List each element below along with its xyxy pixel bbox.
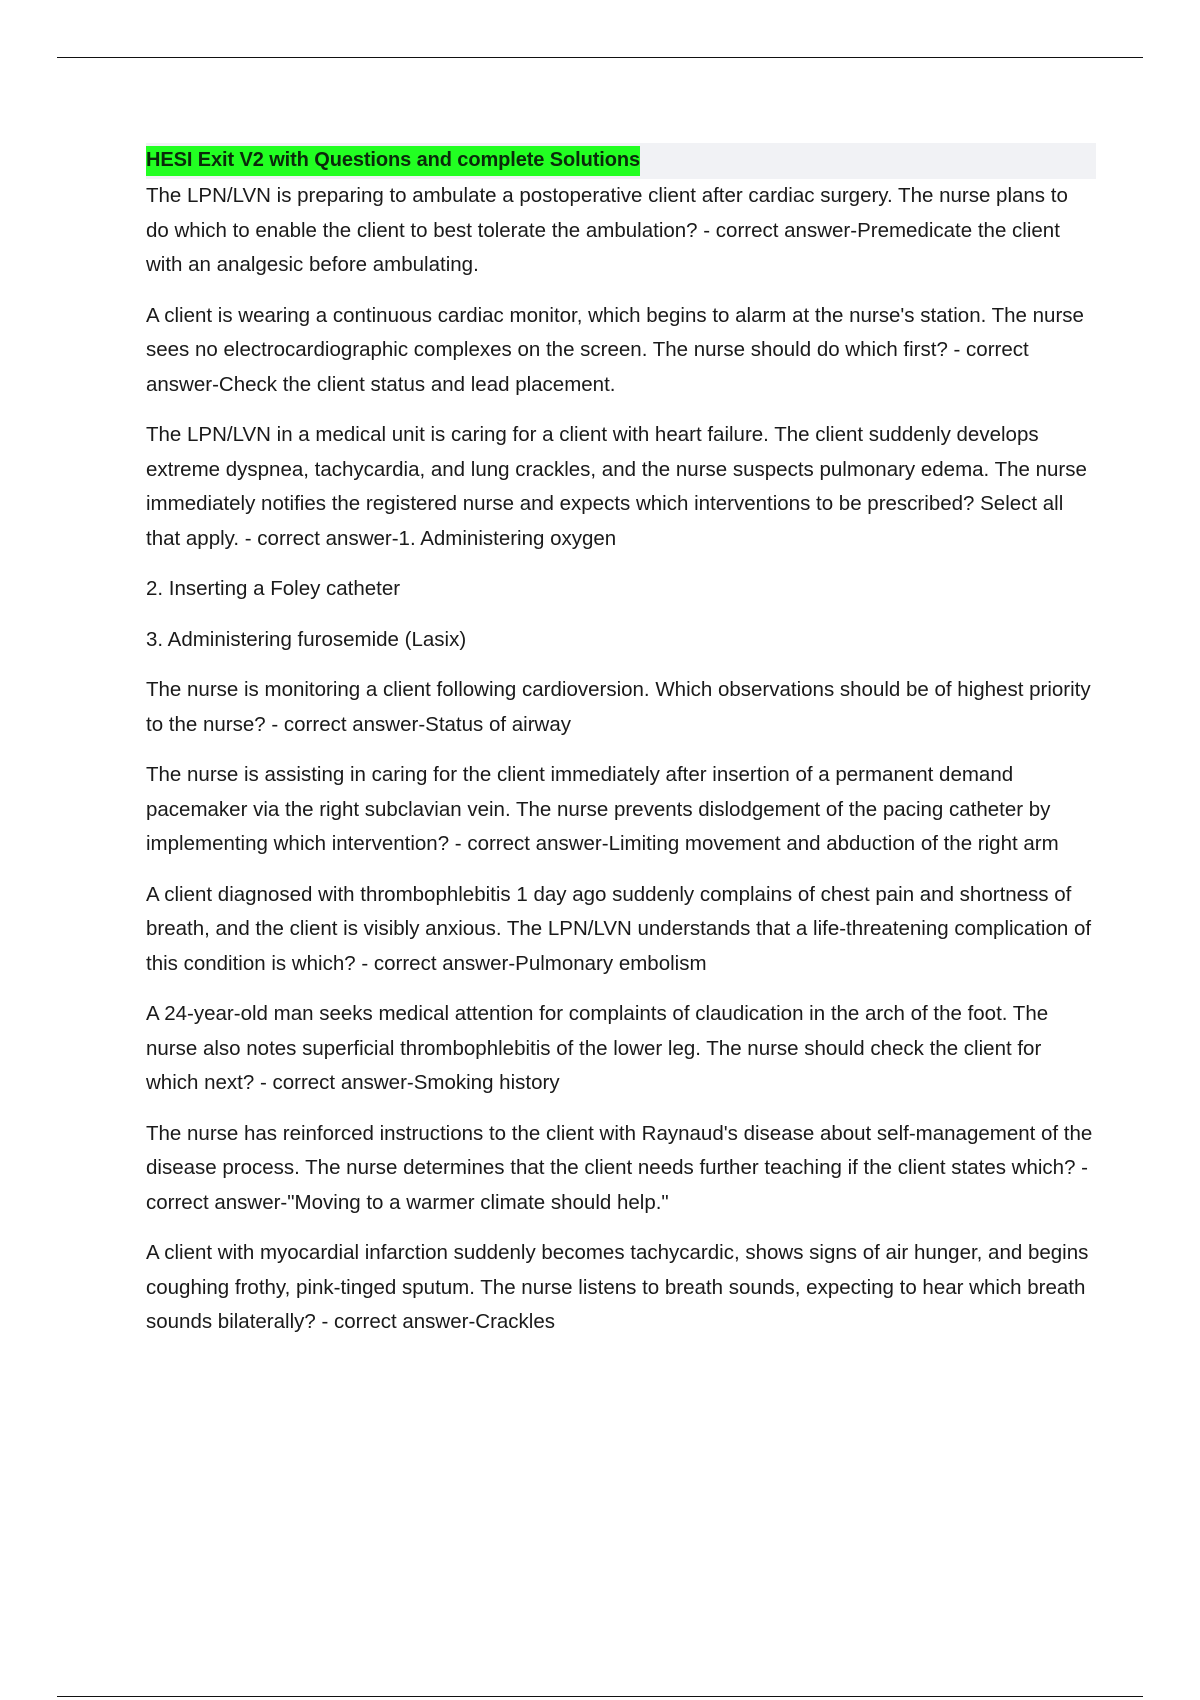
footer-rule [57, 1696, 1143, 1697]
paragraph-10: The nurse has reinforced instructions to the client with Raynaud's disease about self-management of the disease process. The nurse determines that the client needs further teaching if the client states which? - correct answer-"Moving to a warmer climate should help." [146, 1121, 1093, 1214]
paragraph-7: The nurse is assisting in caring for the client immediately after insertion of a permanent demand pacemaker via the right subclavian vein. The nurse prevents dislodgement of the pacing catheter by implementing which intervention? - correct answer-Limiting movement and abduction of the right arm [146, 763, 1059, 855]
paragraph-6: The nurse is monitoring a client following cardioversion. Which observations should be of highest priority to the nurse? - correct answer-Status of airway [146, 678, 1091, 736]
paragraph-5: 3. Administering furosemide (Lasix) [146, 627, 467, 651]
paragraph-3: The LPN/LVN in a medical unit is caring for a client with heart failure. The client suddenly develops extreme dyspnea, tachycardia, and lung crackles, and the nurse suspects pulmonary edema. The nurse immediately notifies the registered nurse and expects which interventions to be prescribed? Select all that apply. - correct answer-1. Administering oxygen [146, 423, 1087, 550]
paragraph-8: A client diagnosed with thrombophlebitis 1 day ago suddenly complains of chest pain and shortness of breath, and the client is visibly anxious. The LPN/LVN understands that a life-threatening complication of this condition is which? - correct answer-Pulmonary embolism [146, 882, 1092, 975]
paragraph-1: The LPN/LVN is preparing to ambulate a postoperative client after cardiac surgery. The nurse plans to do which to enable the client to best tolerate the ambulation? - correct answer-Premedicate the client with an analgesic before ambulating. [146, 184, 1068, 276]
paragraph-2: A client is wearing a continuous cardiac monitor, which begins to alarm at the nurse's station. The nurse sees no electrocardiographic complexes on the screen. The nurse should do which first? - correct answer-Check the client status and lead placement. [146, 303, 1084, 396]
header-rule [57, 57, 1143, 58]
title-bar [146, 143, 1096, 179]
document-body [146, 143, 1096, 1356]
paragraph-4: 2. Inserting a Foley catheter [146, 577, 401, 600]
paragraph-11: A client with myocardial infarction suddenly becomes tachycardic, shows signs of air hunger, and begins coughing frothy, pink-tinged sputum. The nurse listens to breath sounds, expecting to hear which breath sounds bilaterally? - correct answer-Crackles [146, 1241, 1089, 1333]
paragraph-9: A 24-year-old man seeks medical attention for complaints of claudication in the arch of the foot. The nurse also notes superficial thrombophlebitis of the lower leg. The nurse should check the client for which next? - correct answer-Smoking history [146, 1002, 1049, 1094]
document-title: HESI Exit V2 with Questions and complete Solutions [146, 146, 640, 176]
